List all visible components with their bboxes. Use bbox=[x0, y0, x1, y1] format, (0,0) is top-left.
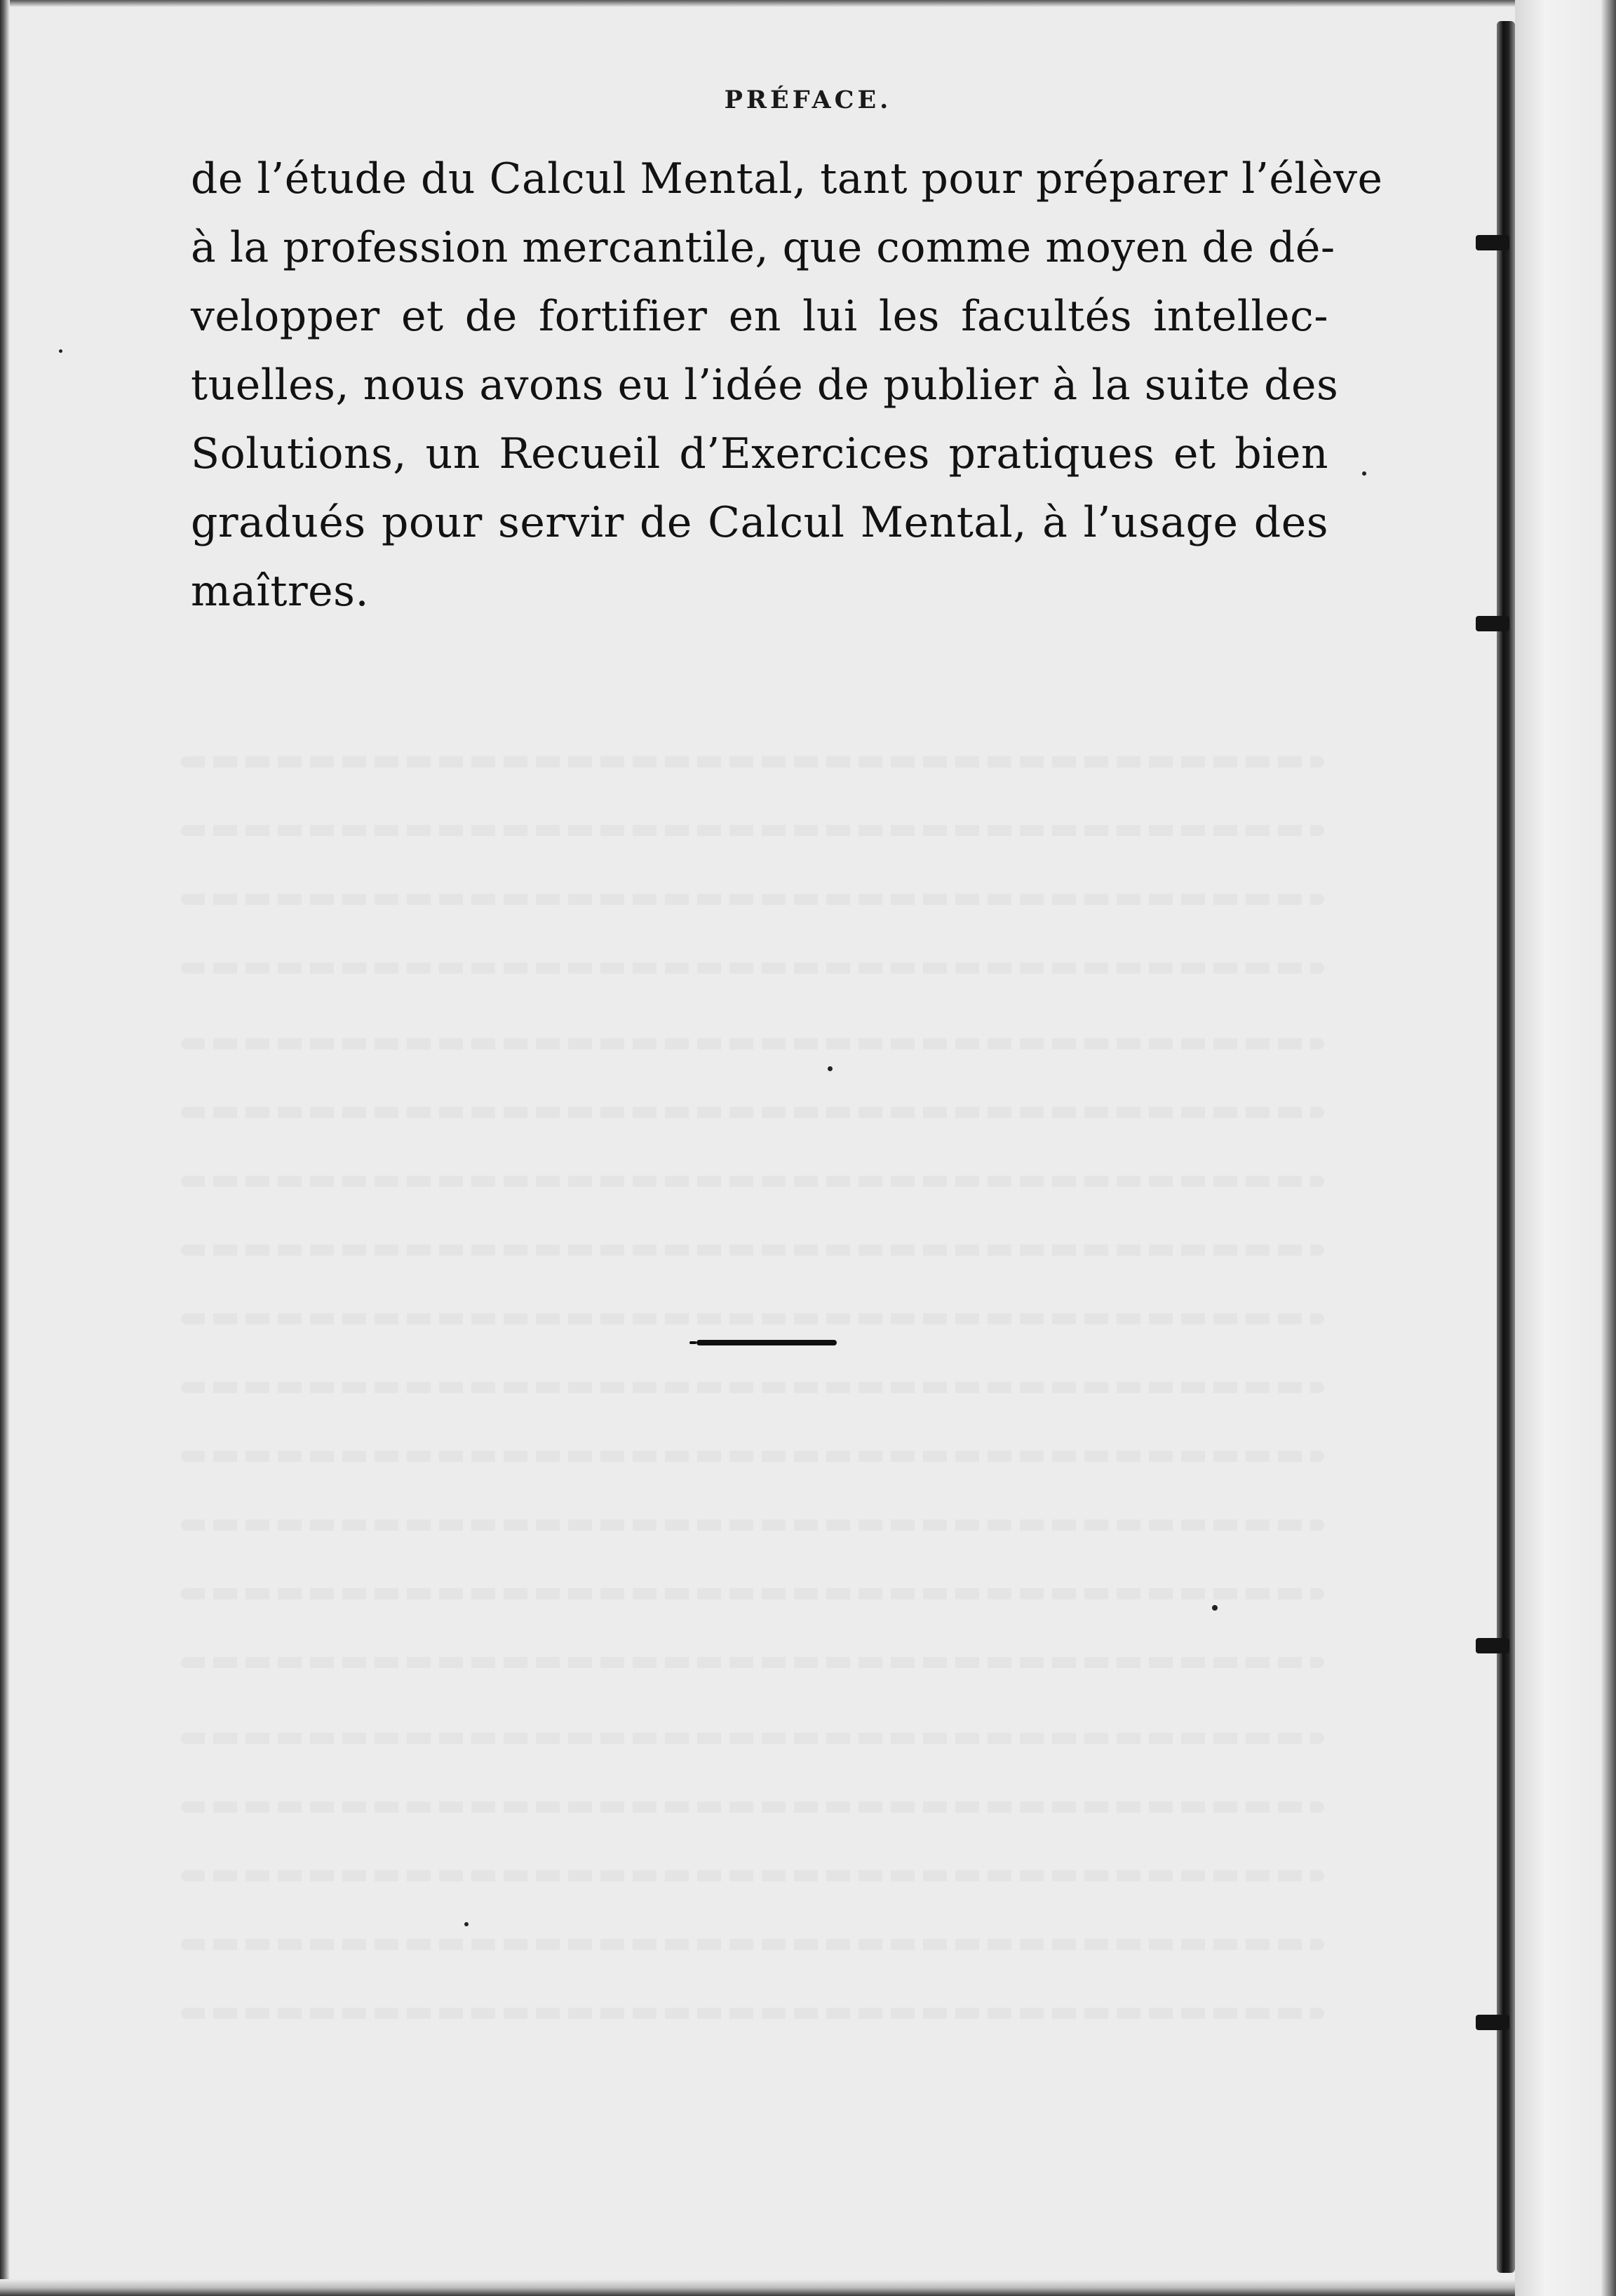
text-line: velopper et de fortifier en lui les facultés intellec- bbox=[191, 292, 1328, 341]
bleed-through-line bbox=[181, 1519, 1324, 1531]
running-title: PRÉFACE. bbox=[724, 86, 892, 114]
text-line: de l’étude du Calcul Mental, tant pour préparer l’élève bbox=[191, 154, 1383, 203]
dust-speck bbox=[59, 349, 62, 353]
bleed-through-line bbox=[181, 1107, 1324, 1118]
binding-tab bbox=[1476, 235, 1509, 250]
bleed-through-line bbox=[181, 2008, 1324, 2019]
bleed-through-line bbox=[181, 1451, 1324, 1462]
section-divider-rule bbox=[696, 1340, 837, 1345]
scan-edge-bottom bbox=[0, 2279, 1616, 2296]
scan-edge-right bbox=[1601, 0, 1616, 2296]
binding-tab bbox=[1476, 616, 1509, 631]
bleed-through-line bbox=[181, 1176, 1324, 1187]
binding-spine bbox=[1497, 21, 1515, 2273]
bleed-through-line bbox=[181, 1382, 1324, 1393]
bleed-through-line bbox=[181, 1588, 1324, 1599]
bleed-through-line bbox=[181, 1244, 1324, 1256]
bleed-through-line bbox=[181, 894, 1324, 905]
binding-tab bbox=[1476, 2015, 1509, 2030]
bleed-through-line bbox=[181, 756, 1324, 767]
scan-edge-top bbox=[0, 0, 1616, 7]
text-line: Solutions, un Recueil d’Exercices pratiques et bien bbox=[191, 429, 1328, 478]
bleed-through-line bbox=[181, 1939, 1324, 1950]
dust-speck bbox=[828, 1066, 833, 1071]
bleed-through-line bbox=[181, 1657, 1324, 1668]
bleed-through-line bbox=[181, 962, 1324, 974]
dust-speck bbox=[1362, 471, 1366, 476]
bleed-through-line bbox=[181, 825, 1324, 836]
bleed-through-line bbox=[181, 1870, 1324, 1881]
text-line: maîtres. bbox=[191, 567, 370, 616]
dust-speck bbox=[1212, 1605, 1218, 1611]
text-line: tuelles, nous avons eu l’idée de publier à la suite des bbox=[191, 361, 1339, 410]
text-line: gradués pour servir de Calcul Mental, à l’usage des bbox=[191, 498, 1328, 547]
text-line: à la profession mercantile, que comme moyen de dé- bbox=[191, 223, 1335, 272]
dust-speck bbox=[464, 1922, 469, 1926]
body-paragraph bbox=[191, 145, 1383, 626]
bleed-through-line bbox=[181, 1801, 1324, 1813]
bleed-through-line bbox=[181, 1313, 1324, 1324]
bleed-through-line bbox=[181, 1038, 1324, 1049]
bleed-through-line bbox=[181, 1733, 1324, 1744]
binding-tab bbox=[1476, 1638, 1509, 1653]
scan-edge-left bbox=[0, 0, 10, 2296]
